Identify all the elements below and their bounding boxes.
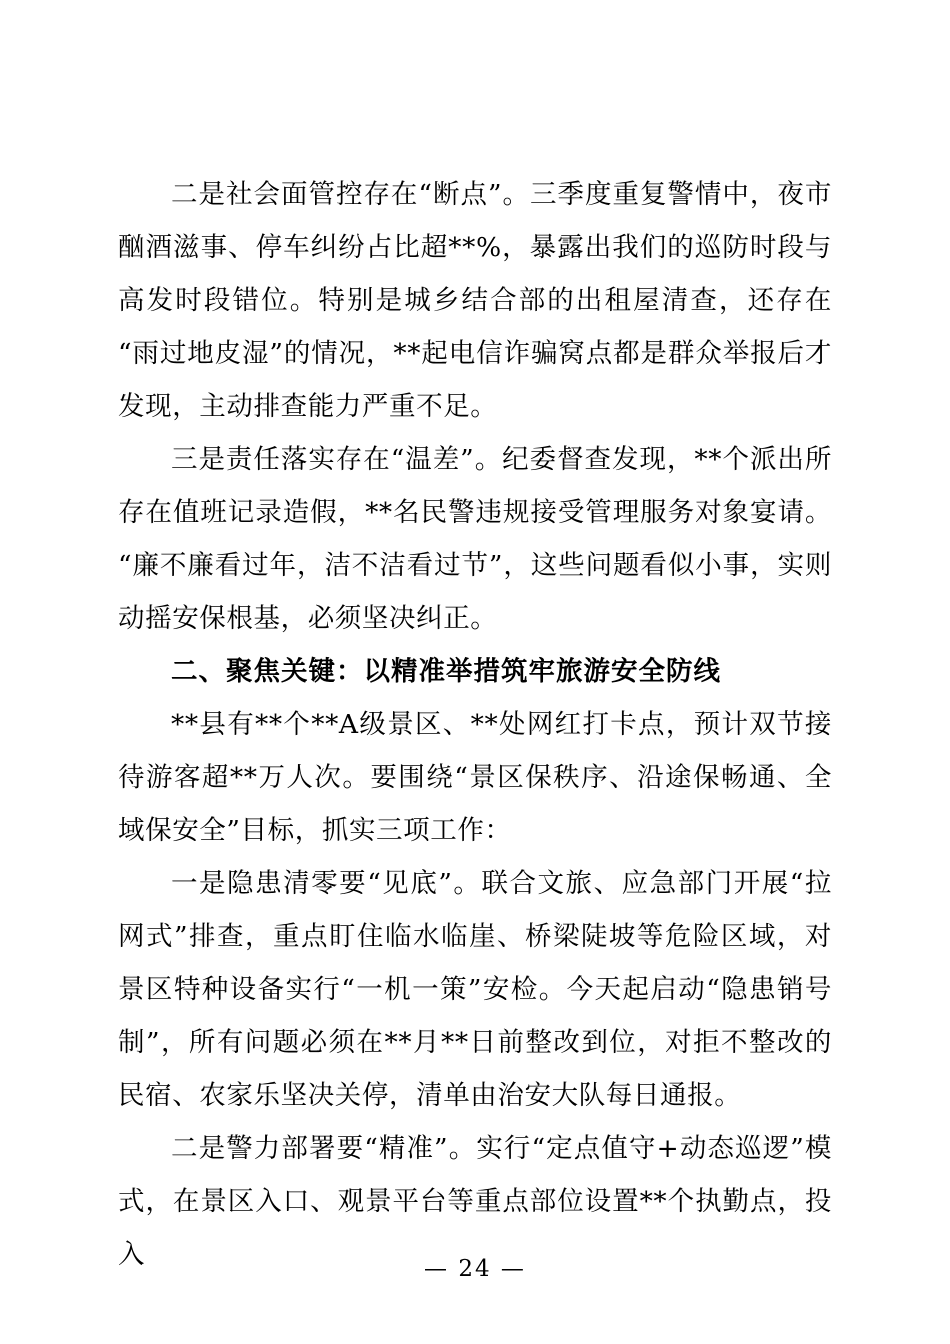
page-number: — 24 — (424, 1256, 526, 1282)
section-heading-2: 二、聚焦关键：以精准举措筑牢旅游安全防线 (171, 656, 721, 687)
paragraph-6: 二是警力部署要“精准”。实行“定点值守+动态巡逻”模式，在景区入口、观景平台等重点部位设置**个执勤点，投入 (118, 1133, 832, 1270)
paragraph-4: **县有**个**A级景区、**处网红打卡点，预计双节接待游客超**万人次。要围绕“景区保秩序、沿途保畅通、全域保安全”目标，抓实三项工作： (118, 709, 832, 846)
paragraph-1: 二是社会面管控存在“断点”。三季度重复警情中，夜市酗酒滋事、停车纠纷占比超**%，暴露出我们的巡防时段与高发时段错位。特别是城乡结合部的出租屋清查，还存在“雨过地皮湿”的情况，**起电信诈骗窝点都是群众举报后才发现，主动排查能力严重不足。 (118, 179, 832, 422)
paragraph-5: 一是隐患清零要“见底”。联合文旅、应急部门开展“拉网式”排查，重点盯住临水临崖、桥梁陡坡等危险区域，对景区特种设备实行“一机一策”安检。今天起启动“隐患销号制”，所有问题必须在**月**日前整改到位，对拒不整改的民宿、农家乐坚决关停，清单由治安大队每日通报。 (118, 868, 832, 1111)
document-body (118, 168, 832, 1281)
paragraph-2: 三是责任落实存在“温差”。纪委督查发现，**个派出所存在值班记录造假，**名民警违规接受管理服务对象宴请。“廉不廉看过年，洁不洁看过节”，这些问题看似小事，实则动摇安保根基，必须坚决纠正。 (118, 444, 832, 634)
